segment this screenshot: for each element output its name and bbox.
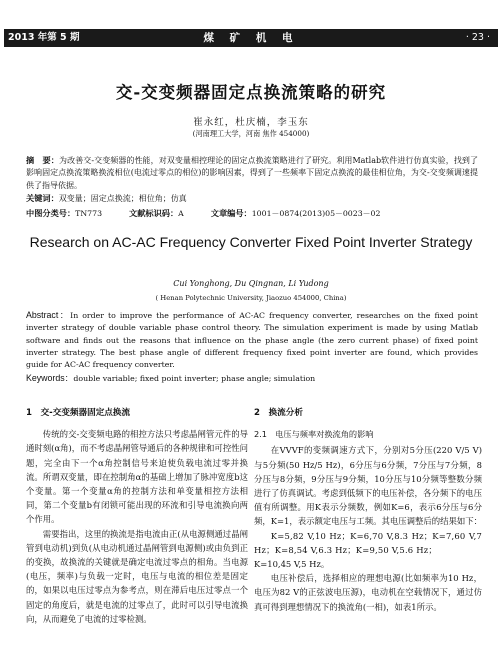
section-1-heading: 1 交-交变频器固定点换流: [26, 408, 131, 418]
keywords-cn-text: 双变量；固定点换流；相位角；仿真: [58, 194, 187, 204]
paper-title-cn: 交-交变频器固定点换流策略的研究: [115, 83, 387, 102]
abstract-cn: [26, 154, 478, 206]
authors-en: Cui Yonghong, Du Qingnan, Li Yudong: [173, 279, 329, 288]
section-2-1-heading: 2.1 电压与频率对换流角的影响: [254, 429, 374, 440]
abstract-en-text: In order to improve the performance of AC-AC frequency converter, researches on the fixed point inverter strategy of double variable phase control theory. The simulation experiment is made by using Matlab software and finds out the reasons that influence on the phase angle (the zero current phase) of fixed point inverter strategy. The best phase angle of different frequency fixed point inverter are found, which provides guide for AC-AC frequency converter.: [26, 311, 478, 370]
doc-code-value: A: [178, 209, 184, 218]
article-no-label: 文章编号：: [210, 208, 252, 218]
article-no-value: 1001－0874(2013)05－0023－02: [251, 209, 381, 218]
running-header: [0, 0, 502, 49]
authors-cn: 崔永红，杜庆楠，李玉东: [193, 117, 309, 128]
column-left: [26, 406, 248, 626]
affiliation-cn: (河南理工大学，河南 焦作 454000): [192, 129, 310, 138]
section-2-paragraph: 电压补偿后，选择相应的理想电源(比如频率为10 Hz，电压为82 V的正弦波电压源)，电动机在空载情况下，通过仿真可得到理想情况下的换流角(一相)，如表1所示。: [254, 573, 482, 612]
clc-label: 中图分类号：: [26, 208, 76, 218]
abstract-cn-body: [26, 154, 478, 192]
keywords-en-text: double variable; fixed point inverter; phase angle; simulation: [73, 374, 316, 383]
abstract-cn-text: 为改善交-交变频器的性能，对双变量相控理论的固定点换流策略进行了研究。利用Matlab软件进行仿真实验，找到了影响固定点换流策略换流相位(电流过零点的相位)的影响因素，得到了一些频率下固定点换流的最佳相位角，为交-交变频调速提供了指导依据。: [26, 156, 478, 190]
section-2-heading: 2 换流分析: [254, 408, 303, 418]
keywords-en-label: Keywords：: [26, 373, 74, 383]
paper-title-en: Research on AC-AC Frequency Converter Fixed Point Inverter Strategy: [29, 234, 473, 250]
classification-row: [26, 208, 478, 219]
abstract-en-label: Abstract：: [26, 310, 71, 320]
formula-line: K=5,82 V,10 Hz；K=6,70 V,8.3 Hz；K=7,60 V,7 Hz；K=8,54 V,6.3 Hz；K=9,50 V,5.6 Hz；: [254, 530, 482, 555]
page-number: · 23 ·: [465, 32, 490, 43]
affiliation-en: ( Henan Polytechnic University, Jiaozuo 454000, China): [155, 294, 347, 302]
journal-name: 煤 矿 机 电: [203, 32, 299, 44]
formula-line: K=10,45 V,5 Hz。: [254, 559, 330, 570]
section-1-paragraph: 需要指出，这里的换流是指电流由正(从电源侧通过晶闸管到电动机)到负(从电动机通过晶闸管到电源侧)或由负到正的变换，故换流的关键就是确定电流过零点的相角。当电源(电压，频率)与负载一定时，电压与电流的相位差是固定的，如果以电压过零点为参考点，则在滞后电压过零点一个固定的角度后，就是电流的过零点了，此时可以引导电流换向，从而避免了电流的过零检测。: [26, 528, 248, 624]
clc-value: TN773: [75, 209, 103, 218]
doc-code-label: 文献标识码：: [129, 208, 179, 218]
abstract-cn-label: 摘 要：: [26, 155, 60, 165]
section-1-paragraph: 传统的交-交变频电路的相控方法只考虑晶闸管元件的导通时刻(α角)，而不考虑晶闸管导通后的各种规律和可控性问题，完全由下一个α角控制信号来迫使负载电流过零并换流。所谓双变量，即在控制角α的基础上增加了脉冲宽度b这个变量。第一个变量α角的控制方法和单变量相控方法相同，第二个变量b有闭锁可能出现的环流和引导电流换向两个作用。: [26, 429, 248, 525]
abstract-en: [26, 309, 478, 371]
section-2-paragraph: 在VVVF的变频调速方式下，分别对5分压(220 V/5 V)与5分频(50 Hz/5 Hz)，6分压与6分频，7分压与7分频，8分压与8分频，9分压与9分频，10分压与10分频等整数分频进行了仿真调试。考虑到低频下的电压补偿，各分频下的电压值有所调整。用K表示分频数，例如K=6，表示6分压与6分频，K=1，表示额定电压与工频。其电压调整后的结果如下：: [254, 445, 482, 527]
keywords-cn: [26, 192, 478, 205]
keywords-cn-label: 关键词：: [26, 193, 59, 204]
column-right: [254, 406, 482, 614]
keywords-en: [26, 371, 478, 384]
issue-label: 2013 年第 5 期: [8, 32, 80, 43]
